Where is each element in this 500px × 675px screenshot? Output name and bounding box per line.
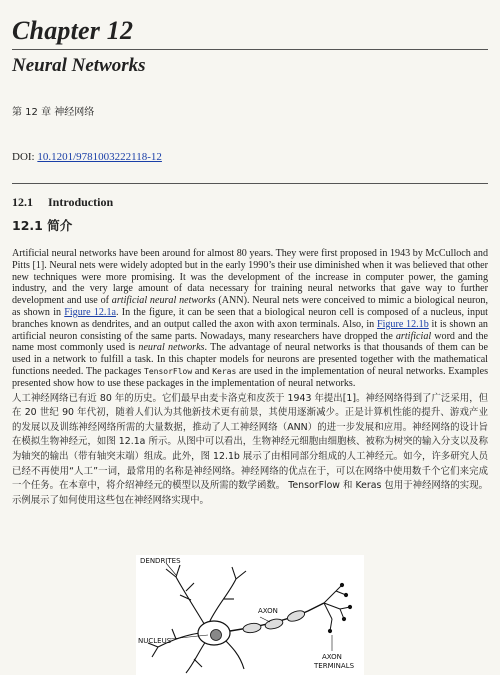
para-text: (ANN). Neural nets were conceived to mimic a biological neuron, as shown in (12, 295, 488, 318)
dendrites-drawing (148, 565, 246, 673)
para-text: are used in the implementation of neural networks. Examples presented show how to use these packages in the implementation of neural networks. (12, 365, 488, 389)
section-title: Introduction (48, 195, 114, 209)
english-paragraph (12, 248, 488, 390)
para-italic: artificial neural networks (111, 295, 216, 307)
nucleus-drawing (211, 630, 222, 641)
neuron-figure (136, 555, 364, 675)
chapter-subtitle: Neural Networks (12, 55, 146, 76)
para-text: Artificial neural networks have been around for almost 80 years. They were first proposed in 1943 by McCulloch and Pitts [1]. Neural nets were widely adopted but in the early 1990’s their use diminished when it was believed that other new techniques were more promising. It was the development of the increase in computer power, the gaming industry, and the very large amount of data necessary for training neural networks that gave way to further development and use of (12, 248, 488, 307)
section-heading (12, 195, 488, 210)
chapter-title-chinese: 第 12 章 神经网络 (12, 107, 95, 118)
label-axon-terminals-line2: TERMINALS (314, 662, 355, 670)
section-number: 12.1 (12, 195, 33, 209)
para-text: . In the figure, it can be seen that a biological neuron cell is composed of a nucleus, input branches known as dendrites, and an output called the axon with axon terminals. Also, in (12, 306, 488, 330)
label-axon-terminals-line1: AXON (322, 653, 342, 661)
label-dendrites: DENDRITES (140, 557, 181, 565)
code-keras: Keras (212, 366, 237, 376)
para-text: it is shown an artificial neuron consisting of the same parts. Nowadays, many researchers have dropped the (12, 318, 488, 342)
section-heading-chinese: 12.1 简介 (12, 218, 73, 233)
neuron-illustration (136, 555, 364, 675)
code-tensorflow: TensorFlow (144, 366, 193, 376)
section-rule (12, 183, 488, 184)
doi-line (12, 151, 488, 163)
para-text: . The advantage of neural networks is that thousands of them can be used in a network to fulfill a task. In this chapter models for neurons are presented together with the mathematical functions needed. The packages (12, 342, 489, 377)
doi-link[interactable]: 10.1201/9781003222118-12 (37, 151, 162, 163)
label-axon: AXON (258, 607, 278, 615)
chinese-paragraph: 人工神经网络已有近 80 年的历史。它们最早由麦卡洛克和皮茨于 1943 年提出[1]。神经网络得到了广泛采用，但在 20 世纪 90 年代初，随着人们认为其他新技术更有前景，其使用逐渐减少。正是计算机性能的提升、游戏产业的发展以及训练神经网络所需的大量数据，推动了人工神经网络（ANN）的进一步发展和应用。神经网络的设计旨在模拟生物神经元，如图 12.1a 所示。从图中可以看出，生物神经元细胞由细胞核、被称为树突的输入分支以及称为轴突的输出（带有轴突末端）组成。此外，图 12.1b 展示了由相同部分组成的人工神经元。如今，许多研究人员已经不再使用“人工”一词，最常用的名称是神经网络。神经网络的优点在于，可以在网络中使用数千个它们来完成一个任务。在本章中，将介绍神经元的模型以及所需的数学函数。 TensorFlow 和 Keras 包用于神经网络的实现。示例展示了如何使用这些包在神经网络实现中。 (12, 392, 488, 506)
para-text: and (192, 365, 213, 377)
chapter-title-rule (12, 49, 488, 50)
figure-12-1b-link[interactable]: Figure 12.1b (376, 318, 429, 330)
label-pointers (166, 563, 332, 651)
para-text: word and the name most commonly used is (12, 330, 488, 354)
chapter-title: Chapter 12 (12, 16, 134, 45)
axon-terminals-drawing (324, 583, 352, 632)
para-italic: neural networks (138, 342, 205, 354)
para-italic: artificial (395, 330, 432, 342)
figure-12-1a-link[interactable]: Figure 12.1a (64, 306, 116, 318)
label-nucleus: NUCLEUS (138, 637, 172, 645)
doi-label: DOI: (12, 151, 35, 163)
